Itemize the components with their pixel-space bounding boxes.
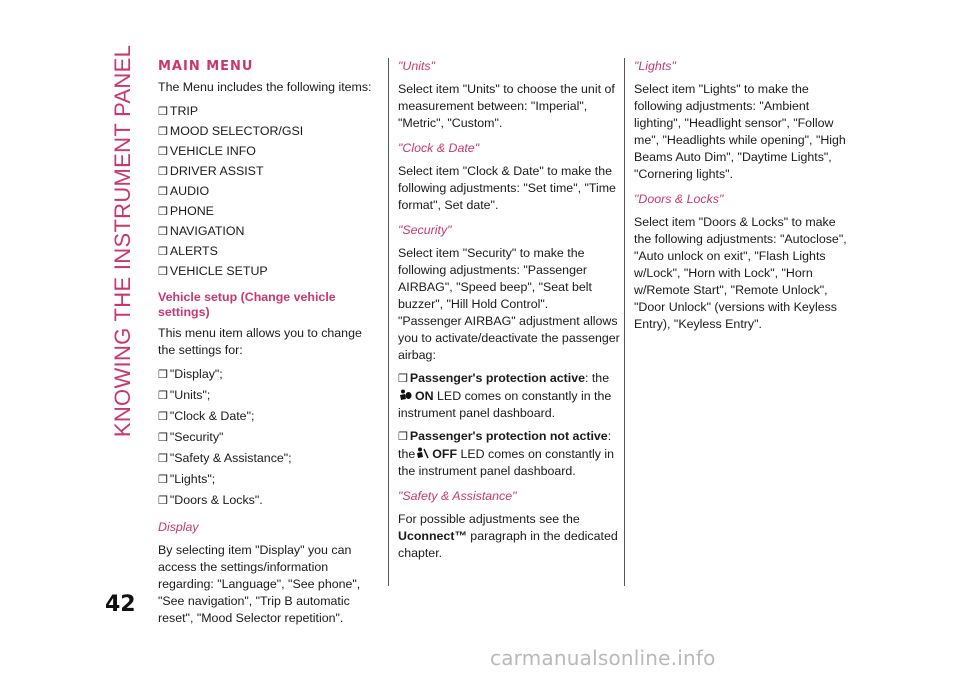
bullet-icon: ❒ (158, 453, 168, 465)
bullet-icon: ❒ (158, 126, 168, 138)
setup-items-list (158, 365, 380, 511)
bullet-icon: ❒ (158, 246, 168, 258)
column-3 (634, 58, 856, 339)
bullet-icon: ❒ (158, 146, 168, 158)
display-text: By selecting item "Display" you can access the settings/information regarding: "Language", "See phone", "See navigation", "Trip B automatic reset", "Mood Selector repetition". (158, 543, 361, 625)
bullet-icon: ❒ (398, 373, 408, 385)
lights-text: Select item "Lights" to make the following adjustments: "Ambient lighting", "Headlight sensor", "Follow me", "Headlights while opening", "High Beams Auto Dim", "Daytime Lights", "Cornering lights". (634, 82, 846, 181)
list-item (158, 242, 380, 262)
list-item (158, 262, 380, 282)
protection-active-rest: LED comes on constantly in the instrument panel dashboard. (398, 389, 612, 420)
bullet-icon: ❒ (158, 390, 168, 402)
list-item-text: NAVIGATION (169, 224, 245, 238)
list-item-text: "Lights"; (169, 472, 216, 486)
led-on-label: ON (415, 389, 434, 403)
bullet-icon: ❒ (158, 432, 168, 444)
side-section-title-text: KNOWING THE INSTRUMENT PANEL (110, 44, 135, 437)
bullet-icon: ❒ (158, 369, 168, 381)
lights-title: "Lights" (634, 59, 676, 73)
units-text: Select item "Units" to choose the unit of measurement between: "Imperial", "Metric", "Custom". (398, 82, 615, 130)
column-1 (158, 58, 380, 633)
protection-not-active-label: Passenger's protection not active (409, 429, 608, 443)
list-item (158, 162, 380, 182)
units-title: "Units" (398, 59, 436, 73)
column-2 (398, 58, 620, 568)
list-item (158, 102, 380, 122)
list-item (158, 202, 380, 222)
setup-intro: This menu item allows you to change the settings for: (158, 326, 362, 357)
list-item (158, 449, 380, 469)
security-airbag-text: "Passenger AIRBAG" adjustment allows you to activate/deactivate the passenger airbag: (398, 314, 620, 362)
list-item (158, 407, 380, 427)
list-item-text: PHONE (169, 204, 214, 218)
safety-assistance-title: "Safety & Assistance" (398, 489, 517, 503)
list-item-text: ALERTS (169, 244, 218, 258)
doors-locks-text: Select item "Doors & Locks" to make the following adjustments: "Autoclose", "Auto unlock on exit", "Flash Lights w/Lock", "Horn with Lock", "Horn w/Remote Start", "Remote Unlock", "Door Unlock" (versions with Keyless Entry), "Keyless Entry". (634, 215, 847, 331)
protection-not-active-rest: LED comes on constantly in the instrument panel dashboard. (398, 447, 615, 478)
watermark: carmanualsonline.info (490, 646, 716, 670)
list-item (158, 222, 380, 242)
list-item (158, 386, 380, 406)
security-text: Select item "Security" to make the following adjustments: "Passenger AIRBAG", "Speed beep", "Seat belt buzzer", "Hill Hold Control". (398, 246, 592, 311)
page-number: 42 (105, 592, 136, 617)
security-title: "Security" (398, 223, 452, 237)
safety-assistance-text (398, 511, 620, 562)
bullet-icon: ❒ (158, 495, 168, 507)
list-item (158, 470, 380, 490)
bullet-icon: ❒ (398, 431, 408, 443)
menu-intro: The Menu includes the following items: (158, 80, 372, 94)
list-item-text: "Units"; (169, 388, 211, 402)
bullet-icon: ❒ (158, 266, 168, 278)
list-item-text: DRIVER ASSIST (169, 164, 264, 178)
list-item-text: "Display"; (169, 367, 223, 381)
uconnect-label: Uconnect™ (398, 529, 467, 543)
list-item-text: TRIP (169, 104, 199, 118)
list-item-text: "Security" (169, 430, 224, 444)
protection-not-active-item (398, 428, 620, 480)
bullet-icon: ❒ (158, 226, 168, 238)
main-menu-heading: MAIN MENU (158, 59, 254, 74)
list-item (158, 365, 380, 385)
menu-items-list (158, 102, 380, 282)
clock-date-title: "Clock & Date" (398, 141, 480, 155)
protection-active-item (398, 370, 620, 422)
protection-active-mid: : the (584, 371, 610, 385)
airbag-off-icon (415, 447, 429, 460)
list-item-text: VEHICLE SETUP (169, 264, 268, 278)
bullet-icon: ❒ (158, 186, 168, 198)
safety-text-pre: For possible adjustments see the (398, 512, 580, 526)
display-title: Display (158, 520, 199, 534)
airbag-on-icon (398, 389, 412, 402)
list-item (158, 122, 380, 142)
list-item (158, 491, 380, 511)
bullet-icon: ❒ (158, 411, 168, 423)
list-item-text: VEHICLE INFO (169, 144, 256, 158)
bullet-icon: ❒ (158, 474, 168, 486)
safety-text-post: paragraph in the dedicated chapter. (398, 529, 618, 560)
list-item-text: "Doors & Locks". (169, 493, 263, 507)
list-item (158, 142, 380, 162)
column-divider (624, 58, 625, 586)
bullet-icon: ❒ (158, 166, 168, 178)
column-divider (388, 58, 389, 586)
bullet-icon: ❒ (158, 206, 168, 218)
doors-locks-title: "Doors & Locks" (634, 192, 724, 206)
bullet-icon: ❒ (158, 106, 168, 118)
list-item (158, 182, 380, 202)
side-section-title (100, 44, 146, 437)
list-item (158, 428, 380, 448)
protection-not-active-mid: : the (398, 429, 612, 461)
vehicle-setup-heading: Vehicle setup (Change vehicle settings) (158, 290, 336, 319)
list-item-text: MOOD SELECTOR/GSI (169, 124, 304, 138)
clock-date-text: Select item "Clock & Date" to make the following adjustments: "Set time", "Time format", Set date". (398, 164, 616, 212)
list-item-text: "Clock & Date"; (169, 409, 255, 423)
protection-active-label: Passenger's protection active (409, 371, 585, 385)
list-item-text: AUDIO (169, 184, 210, 198)
led-off-label: OFF (432, 447, 458, 461)
list-item-text: "Safety & Assistance"; (169, 451, 292, 465)
